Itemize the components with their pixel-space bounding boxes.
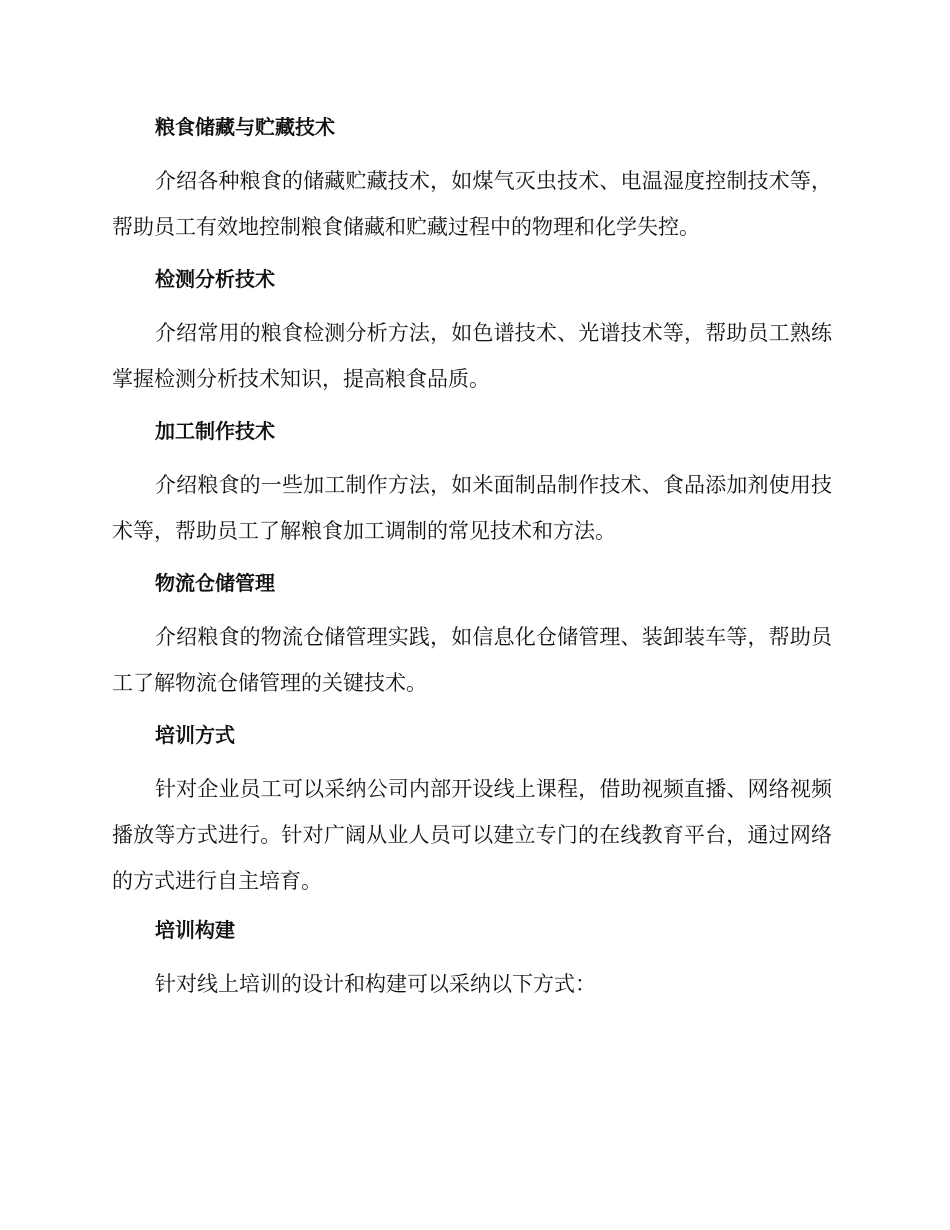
section-heading-storage: 粮食储藏与贮藏技术: [155, 115, 335, 139]
section-heading-training-method: 培训方式: [155, 723, 235, 747]
section-heading-logistics: 物流仓储管理: [155, 571, 275, 595]
section-body-logistics: 介绍粮食的物流仓储管理实践，如信息化仓储管理、装卸装车等，帮助员工了解物流仓储管理的关键技术。: [112, 625, 832, 695]
section-heading-processing: 加工制作技术: [155, 419, 275, 443]
section-heading-training-build: 培训构建: [155, 918, 235, 942]
section-heading-detection: 检测分析技术: [155, 267, 275, 291]
section-body-storage: 介绍各种粮食的储藏贮藏技术，如煤气灭虫技术、电温湿度控制技术等，帮助员工有效地控制粮食储藏和贮藏过程中的物理和化学失控。: [112, 169, 832, 239]
section-body-detection: 介绍常用的粮食检测分析方法，如色谱技术、光谱技术等，帮助员工熟练掌握检测分析技术知识，提高粮食品质。: [112, 321, 832, 391]
section-body-training-build: 针对线上培训的设计和构建可以采纳以下方式：: [155, 972, 596, 996]
section-body-processing: 介绍粮食的一些加工制作方法，如米面制品制作技术、食品添加剂使用技术等，帮助员工了解粮食加工调制的常见技术和方法。: [112, 473, 832, 543]
section-body-training-method: 针对企业员工可以采纳公司内部开设线上课程，借助视频直播、网络视频播放等方式进行。针对广阔从业人员可以建立专门的在线教育平台，通过网络的方式进行自主培育。: [112, 777, 832, 893]
